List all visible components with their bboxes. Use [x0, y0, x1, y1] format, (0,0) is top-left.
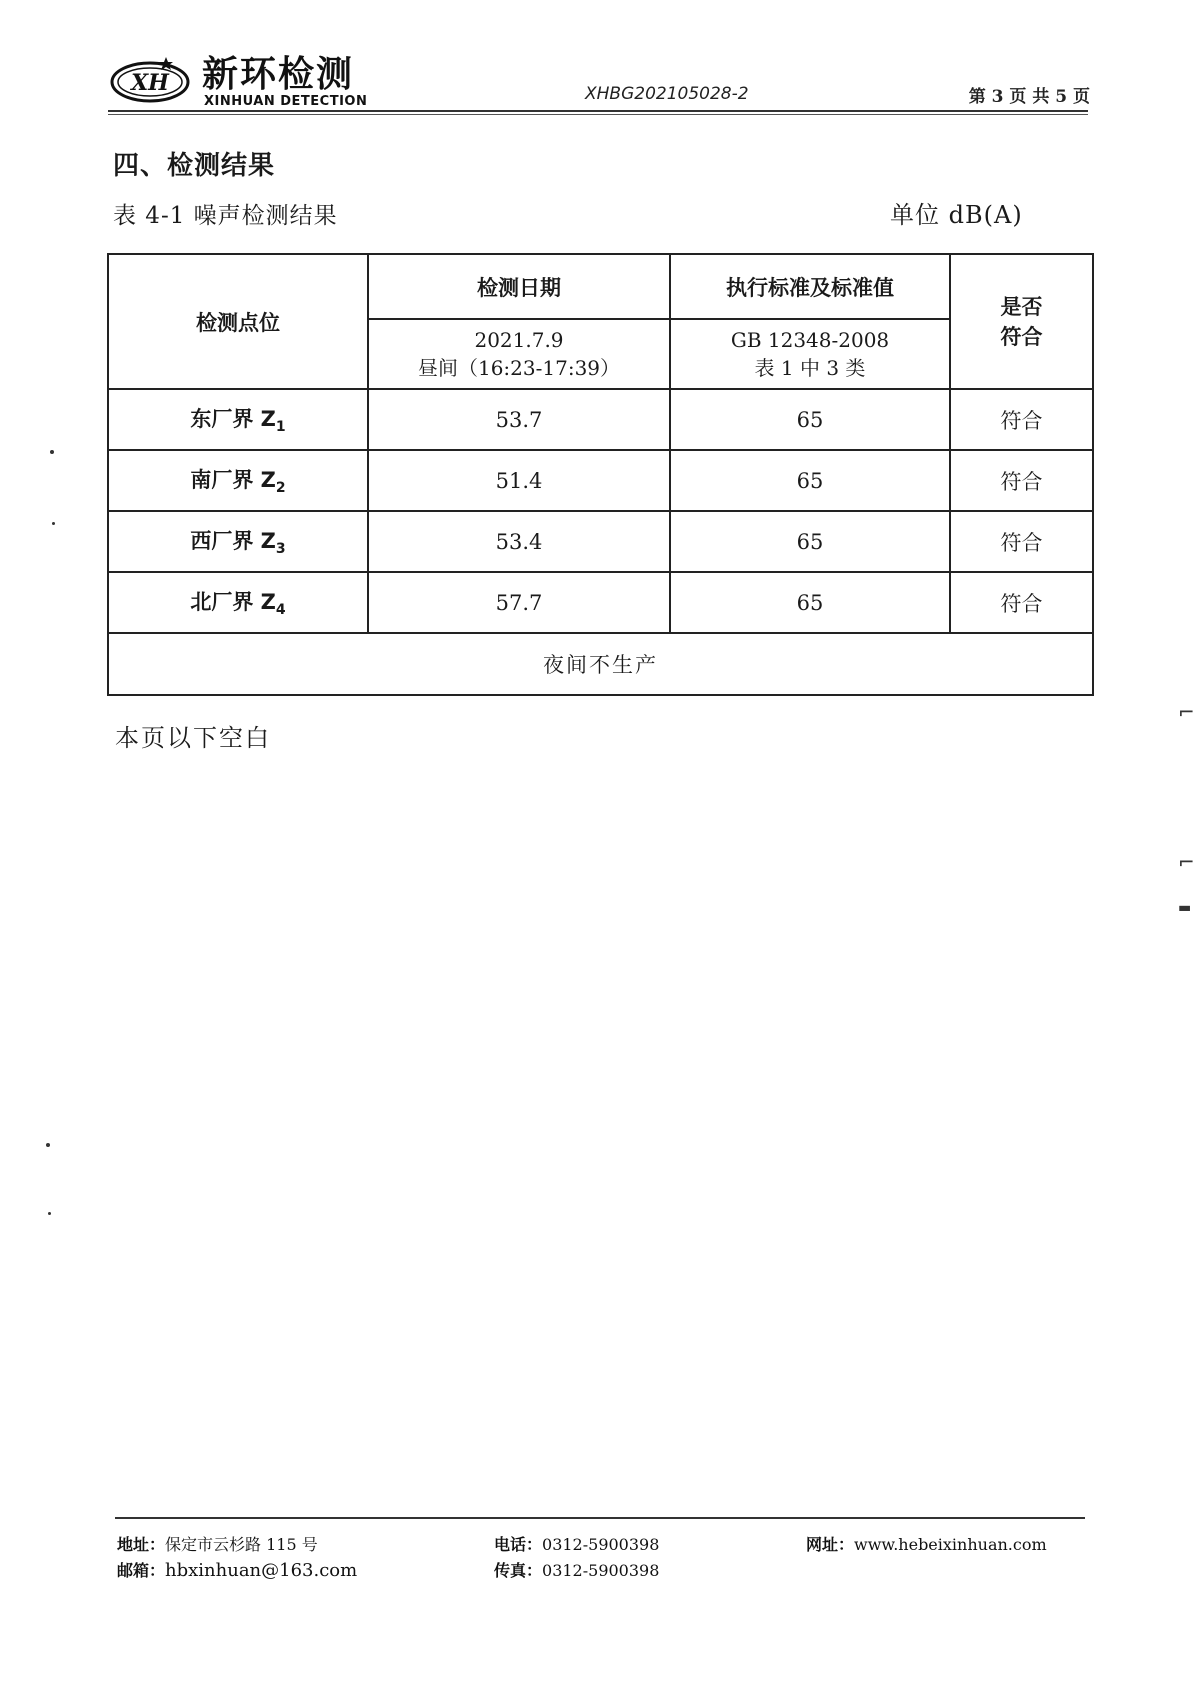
blank-page-note: 本页以下空白	[115, 724, 271, 752]
address-label: 地址：	[117, 1535, 166, 1554]
limit-value: 65	[670, 389, 950, 450]
header-rule-thin	[108, 114, 1088, 115]
measured-value: 57.7	[368, 572, 670, 633]
email-label: 邮箱：	[117, 1561, 166, 1580]
website-value: www.hebeixinhuan.com	[854, 1535, 1047, 1554]
standard-class: 表 1 中 3 类	[754, 356, 866, 380]
fax-label: 传真：	[494, 1561, 543, 1580]
comply-result: 符合	[950, 511, 1093, 572]
address-value: 保定市云杉路 115 号	[165, 1535, 318, 1554]
comply-result: 符合	[950, 389, 1093, 450]
scan-speck	[52, 522, 55, 525]
site-subscript: 4	[275, 602, 286, 619]
scan-speck	[48, 1212, 51, 1215]
logo-badge-icon	[110, 56, 196, 104]
footer-email	[117, 1558, 357, 1581]
header-comply: 是否 符合	[950, 254, 1093, 389]
unit-label: 单位 dB(A)	[890, 201, 1023, 229]
limit-value: 65	[670, 450, 950, 511]
measured-value: 51.4	[368, 450, 670, 511]
header-rule	[108, 110, 1088, 112]
logo-chinese-name: 新环检测	[202, 54, 355, 95]
footer-rule	[115, 1517, 1085, 1519]
date-cell	[368, 319, 670, 389]
scan-speck	[46, 1143, 50, 1147]
site-subscript: 1	[275, 419, 286, 436]
time-range: 昼间（16:23-17:39）	[417, 356, 621, 380]
phone-value: 0312-5900398	[542, 1535, 660, 1554]
table-row	[108, 389, 1093, 450]
logo-badge-text: XH	[131, 70, 169, 96]
site-cell	[108, 511, 368, 572]
comply-result: 符合	[950, 572, 1093, 633]
table-row	[108, 572, 1093, 633]
table-row	[108, 450, 1093, 511]
header-site: 检测点位	[108, 254, 368, 389]
footer-fax	[494, 1558, 659, 1581]
table-row	[108, 511, 1093, 572]
footer-address	[117, 1532, 318, 1555]
edge-stamp-fragment: ▬	[1178, 900, 1192, 916]
site-name: 西厂界 Z	[190, 529, 276, 554]
night-note: 夜间不生产	[108, 633, 1093, 695]
site-name: 东厂界 Z	[190, 407, 276, 432]
fax-value: 0312-5900398	[542, 1561, 660, 1580]
site-subscript: 2	[275, 480, 286, 497]
website-label: 网址：	[806, 1535, 855, 1554]
measured-value: 53.7	[368, 389, 670, 450]
report-number: XHBG202105028-2	[585, 84, 749, 104]
section-title: 四、检测结果	[113, 151, 276, 181]
limit-value: 65	[670, 572, 950, 633]
site-name: 南厂界 Z	[190, 468, 276, 493]
standard-cell	[670, 319, 950, 389]
edge-stamp-fragment: ⌐	[1178, 700, 1195, 724]
company-logo	[110, 50, 370, 114]
header-standard: 执行标准及标准值	[670, 254, 950, 319]
logo-english-name: XINHUAN DETECTION	[204, 94, 368, 109]
site-subscript: 3	[275, 541, 286, 558]
footer-phone	[494, 1532, 659, 1555]
standard-code: GB 12348-2008	[730, 328, 890, 352]
site-name: 北厂界 Z	[190, 590, 276, 615]
site-cell	[108, 389, 368, 450]
footer-website	[806, 1532, 1047, 1555]
header-date: 检测日期	[368, 254, 670, 319]
date-value: 2021.7.9	[474, 328, 564, 352]
table-caption: 表 4-1 噪声检测结果	[113, 203, 338, 229]
phone-label: 电话：	[494, 1535, 543, 1554]
site-cell	[108, 450, 368, 511]
noise-results-table	[107, 253, 1094, 696]
email-value: hbxinhuan@163.com	[165, 1560, 358, 1581]
comply-result: 符合	[950, 450, 1093, 511]
measured-value: 53.4	[368, 511, 670, 572]
limit-value: 65	[670, 511, 950, 572]
page-indicator: 第 3 页 共 5 页	[968, 87, 1090, 107]
edge-stamp-fragment: ⌐	[1178, 850, 1195, 874]
scan-speck	[50, 450, 54, 454]
site-cell	[108, 572, 368, 633]
